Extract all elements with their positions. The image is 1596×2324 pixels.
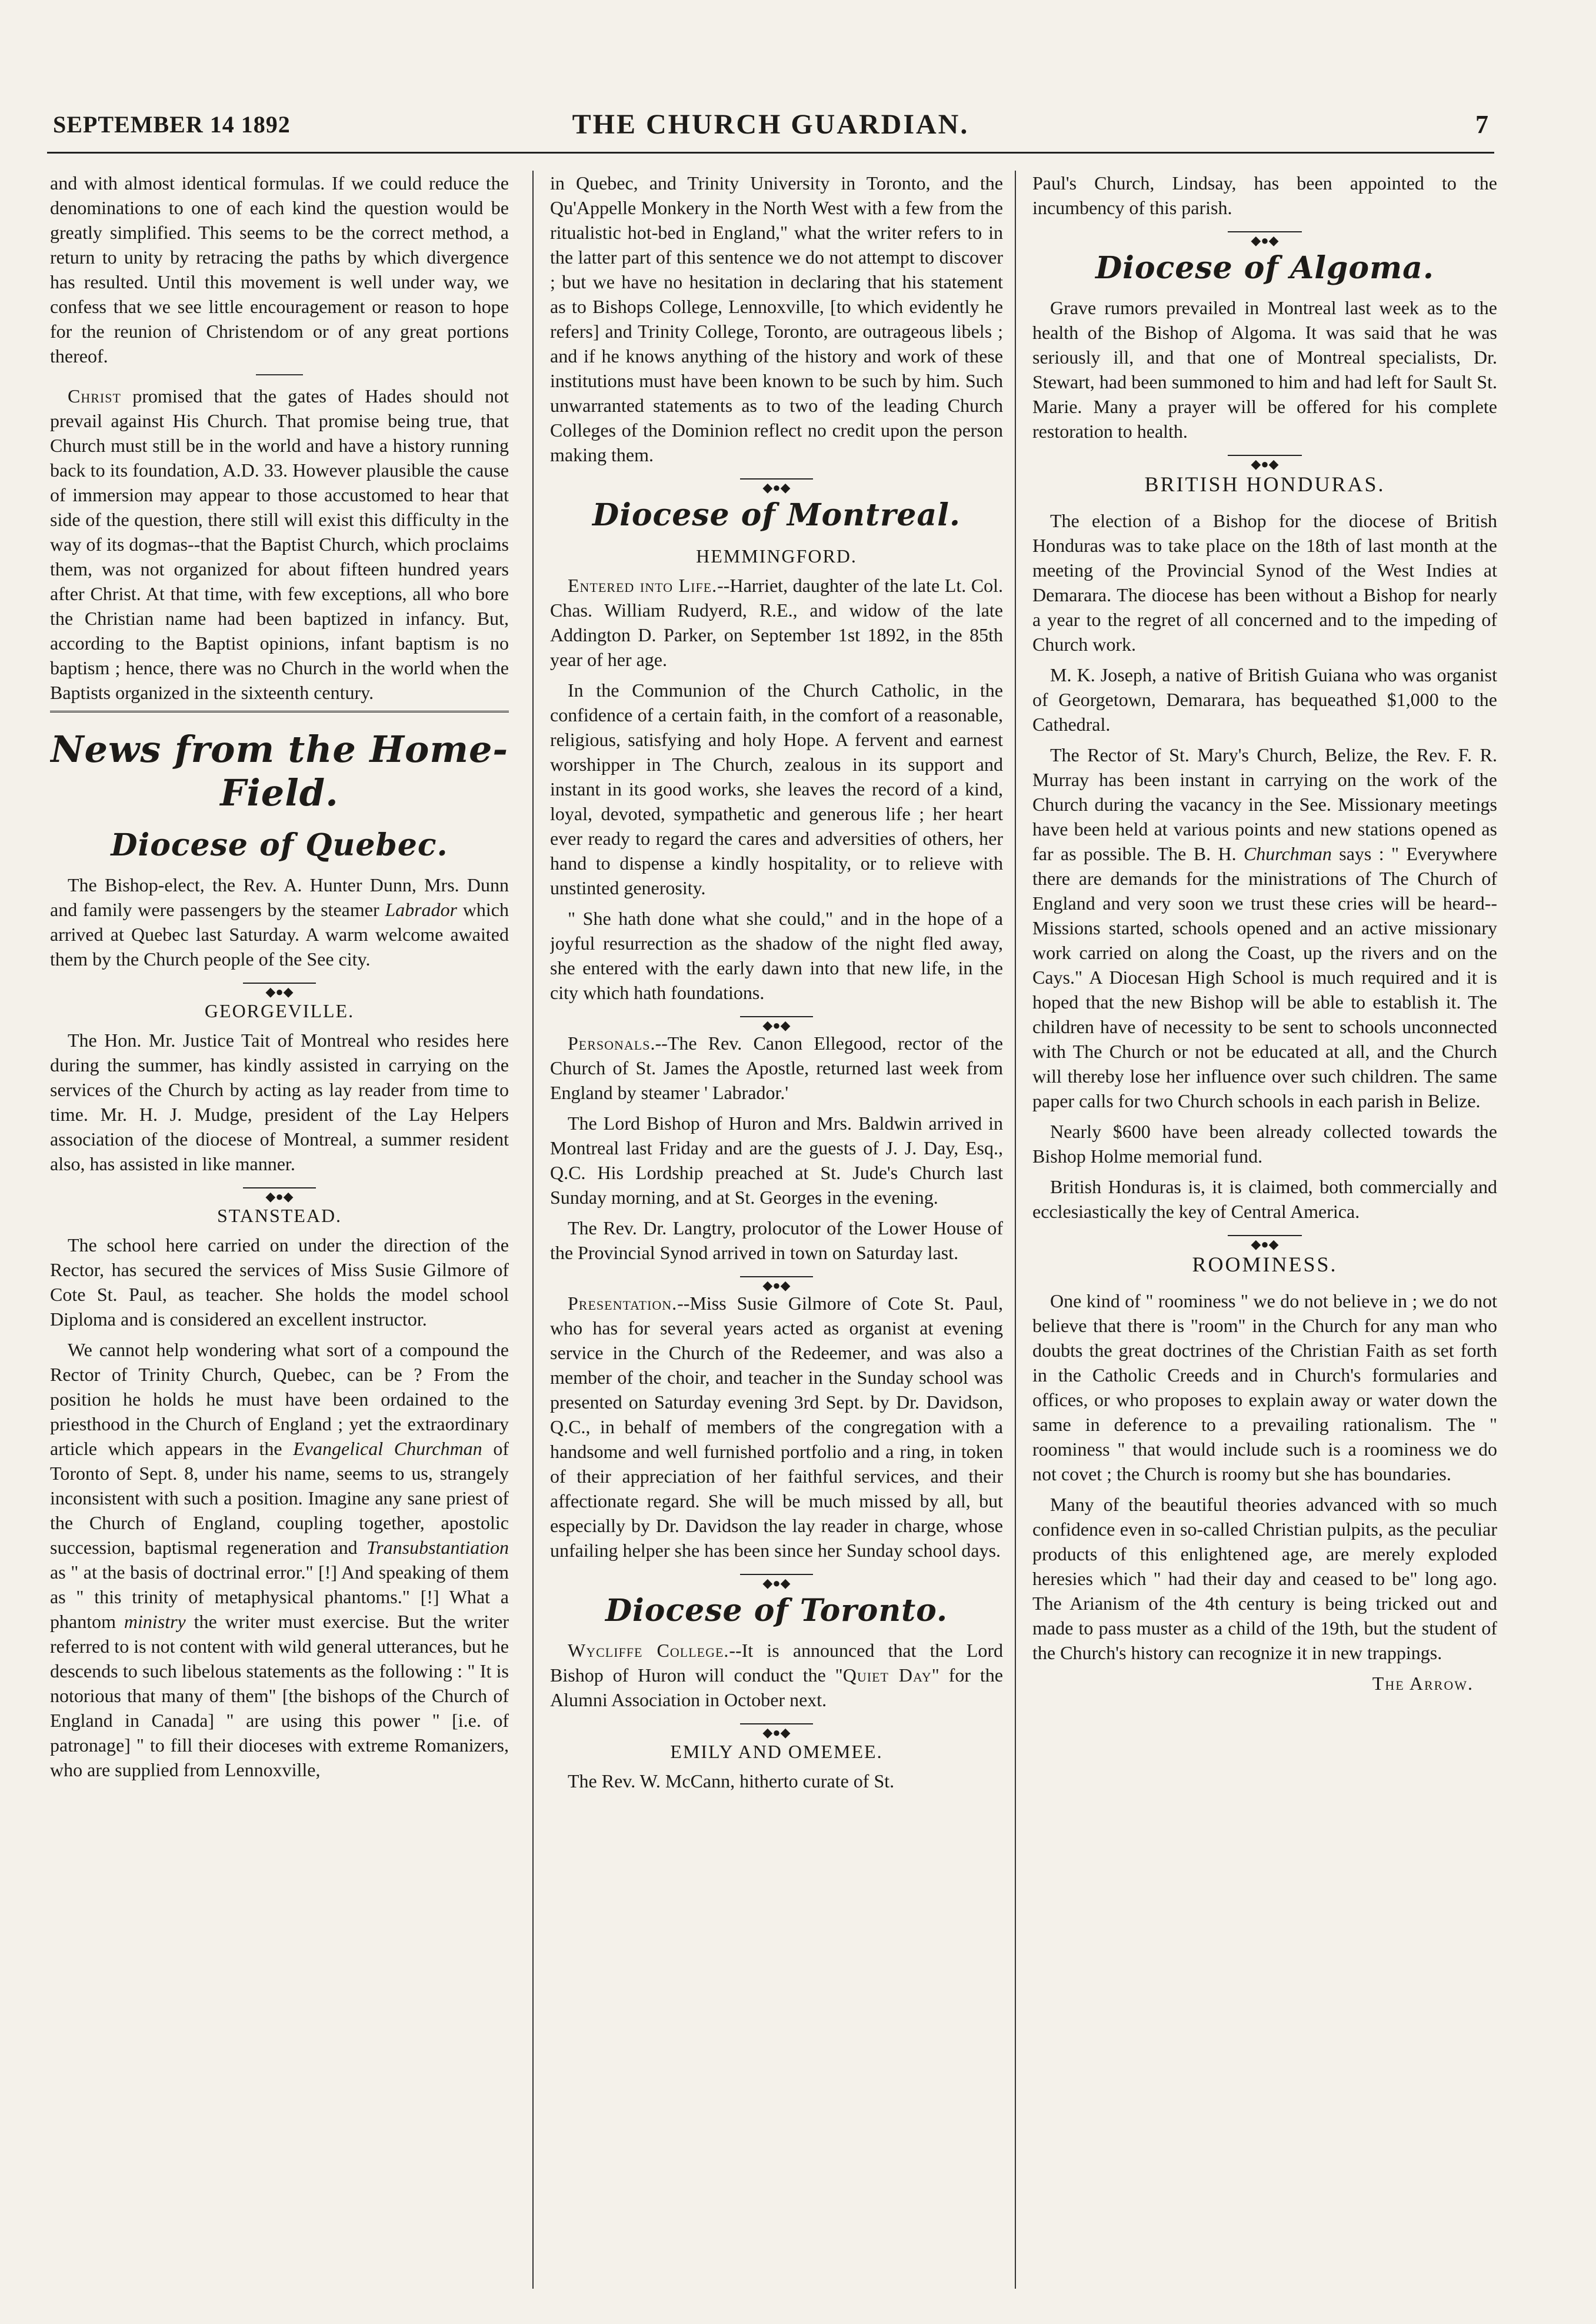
paragraph: Grave rumors prevailed in Montreal last week as to the health of the Bishop of Algoma. It was said that he was seriously ill, and that one of Montreal specialists, Dr. Stewart, had been summoned to him and had left for Sault St. Marie. Many a prayer will be offered for his complete restoration to health.: [1032, 297, 1497, 442]
paragraph: in Quebec, and Trinity University in Toronto, and the Qu'Appelle Monkery in the North West with a few from the ritualistic hot-bed in England," what the writer refers to in the latter part of this sentence we do not attempt to discover ; but we have no hesitation in declaring that his statement as to Bishops College, Lennoxville, [to which evidently he refers] and Trinity College, Toronto, are outrageous libels ; and if he knows anything of the history and work of these institutions must have been known to be such by him. Such unwarranted statements as to two of the leading Church Colleges of the Dominion reflect no credit upon the person making them.: [550, 172, 1003, 465]
paragraph: M. K. Joseph, a native of British Guiana who was organist of Georgetown, Demarara, has bequeathed $1,000 to the Cathedral.: [1032, 664, 1497, 735]
column-divider: [532, 171, 534, 2289]
paragraph: Many of the beautiful theories advanced with so much confidence even in so-called Christian pulpits, as the peculiar products of this enlightened age, are merely exploded heresies which " had their day and ceased to be" long ago. The Arianism of the 4th century is being tricked out and made to pass muster as a child of the 19th, but the student of the Church's history can recognize it in new trappings.: [1032, 1494, 1497, 1663]
paragraph: British Honduras is, it is claimed, both commercially and ecclesiastically the key of Central America.: [1032, 1176, 1497, 1222]
column-1: [50, 171, 509, 2300]
separator-rule: [256, 374, 303, 375]
ornament-divider: ◆●◆: [1032, 450, 1497, 461]
ornament-divider: ◆●◆: [50, 1182, 509, 1194]
diocese-heading-toronto: Diocese of Toronto.: [605, 1593, 948, 1629]
paragraph: The Rector of St. Mary's Church, Belize, the Rev. F. R. Murray has been instant in carrying on the work of the Church during the vacancy in the See. Missionary meetings have been held at various points and new stations opened as far as possible. The B. H. Churchman says : " Everywhere there are demands for the ministrations of The Church of England and very soon we trust these cries will be heard--Missions started, schools opened and an active missionary work carried on along the Coast, up the rivers and on the Cays." A Diocesan High School is much required and it is hoped that the new Bishop will be able to establish it. The children have of necessity to be sent to schools unconnected with The Church or not be educated at all, and the Church will thereby lose her influence over such children. The same paper calls for two Church schools in each parish in Belize.: [1032, 744, 1497, 1111]
ornament-divider: ◆●◆: [550, 1271, 1003, 1283]
parish-heading-emily: EMILY AND OMEMEE.: [670, 1741, 883, 1762]
parish-heading-stanstead: STANSTEAD.: [216, 1205, 342, 1226]
issue-date: SEPTEMBER 14 1892: [53, 111, 291, 138]
section-heading-british-honduras: BRITISH HONDURAS.: [1144, 472, 1385, 496]
ornament-divider: ◆●◆: [550, 1569, 1003, 1580]
paragraph: The Hon. Mr. Justice Tait of Montreal who resides here during the summer, has kindly assisted in carrying on the services of the Church by acting as lay reader from time to time. Mr. H. J. Mudge, president of the Lay Helpers association of the diocese of Montreal, a summer resident also, has assisted in like manner.: [50, 1030, 509, 1174]
column-2: [550, 171, 1003, 2300]
diocese-heading-quebec: Diocese of Quebec.: [111, 827, 448, 863]
page-number: 7: [1475, 110, 1488, 139]
paragraph: Wycliffe College.--It is announced that the Lord Bishop of Huron will conduct the "Quiet Day" for the Alumni Association in October next.: [550, 1640, 1003, 1710]
ornament-divider: ◆●◆: [550, 473, 1003, 485]
masthead-rule: [47, 152, 1494, 154]
column-3: [1032, 171, 1497, 2300]
paragraph: Christ promised that the gates of Hades should not prevail against His Church. That promise being true, that Church must still be in the world and have a history running back to its foundation, A.D. 33. However plausible the cause of immersion may appear to those accustomed to hear that side of the question, there still will exist this difficulty in the way of its dogmas--that the Baptist Church, which proclaims them, was not organized for about fifteen hundred years after Christ. At that time, with few exceptions, all who bore the Christian name had been baptized in infancy. But, according to the Baptist opinions, infant baptism is no baptism ; hence, there was no Church in the world when the Baptists organized in the sixteenth century.: [50, 385, 509, 703]
column-divider: [1015, 171, 1016, 2289]
ornament-divider: ◆●◆: [50, 977, 509, 989]
paragraph: The Rev. W. McCann, hitherto curate of St.: [568, 1770, 895, 1792]
author-signoff: The Arrow.: [1372, 1673, 1474, 1694]
paragraph: We cannot help wondering what sort of a compound the Rector of Trinity Church, Quebec, can be ? From the position he holds he must have been ordained to the priesthood in the Church of England ; yet the extraordinary article which appears in the Evangelical Churchman of Toronto of Sept. 8, under his name, seems to us, strangely inconsistent with such a position. Imagine any sane priest of the Church of England, coupling together, apostolic succession, baptismal regeneration and Transubstantiation as " at the basis of doctrinal error." [!] And speaking of them as " this trinity of metaphysical phantoms." [!] What a phantom ministry the writer must exercise. But the writer referred to is not content with wild general utterances, but he descends to such libelous statements as the following : " It is notorious that many of them" [the bishops of the Church of England in Canada] " are using this power " [i.e. of patronage] " to fill their dioceses with extreme Romanizers, who are supplied from Lennoxville,: [50, 1339, 509, 1780]
paragraph: and with almost identical formulas. If we could reduce the denominations to one of each kind the question would be greatly simplified. This seems to be the correct method, a return to unity by retracing the paths by which divergence has resulted. Until this movement is well under way, we confess that we see little encouragement or reason to hope for the reunion of Christendom or of any great portions thereof.: [50, 172, 509, 367]
paragraph: Entered into Life.--Harriet, daughter of the late Lt. Col. Chas. William Rudyerd, R.E., and widow of the late Addington D. Parker, on September 1st 1892, in the 85th year of her age.: [550, 575, 1003, 670]
ornament-divider: ◆●◆: [550, 1011, 1003, 1023]
paragraph: Nearly $600 have been already collected towards the Bishop Holme memorial fund.: [1032, 1121, 1497, 1167]
paragraph: " She hath done what she could," and in the hope of a joyful resurrection as the shadow of the night fled away, she entered with the early dawn into that new life, in the city which hath foundations.: [550, 908, 1003, 1003]
paragraph: Presentation.--Miss Susie Gilmore of Cote St. Paul, who has for several years acted as organist at evening service in the Church of the Redeemer, and was also a member of the choir, and teacher in the Sunday school was presented on Saturday evening 3rd Sept. by Dr. Davidson, Q.C., in behalf of members of the congregation with a handsome and well furnished portfolio and a ring, in token of their appreciation of her faithful services, and their affectionate regard. She will be much missed by all, but especially by Dr. Davidson the lay reader in charge, whose unfailing helper she has been since her Sunday school days.: [550, 1293, 1003, 1561]
section-heading-roominess: ROOMINESS.: [1192, 1253, 1338, 1276]
paragraph: The election of a Bishop for the diocese of British Honduras was to take place on the 18th of last month at the meeting of the Provincial Synod of the West Indies at Demarara. The diocese has been without a Bishop for nearly a year to the regret of all concerned and to the impeding of Church work.: [1032, 510, 1497, 655]
parish-heading-hemmingford: HEMMINGFORD.: [696, 545, 857, 567]
paragraph: The Bishop-elect, the Rev. A. Hunter Dunn, Mrs. Dunn and family were passengers by the steamer Labrador which arrived at Quebec last Saturday. A warm welcome awaited them by the Church people of the See city.: [50, 874, 509, 970]
newspaper-title: THE CHURCH GUARDIAN.: [572, 109, 969, 140]
paragraph: Personals.--The Rev. Canon Ellegood, rector of the Church of St. James the Apostle, returned last week from England by steamer ' Labrador.': [550, 1033, 1003, 1103]
paragraph: One kind of " roominess " we do not believe in ; we do not believe that there is "room" in the Church for any man who doubts the great doctrines of the Christian Faith as set forth in the Catholic Creeds and in Church's formularies and offices, or who proposes to explain away or water down the same in deference to a prevailing rationalism. The " roominess " that would include such is a roominess we do not covet ; the Church is roomy but she has boundaries.: [1032, 1290, 1497, 1484]
paragraph: Paul's Church, Lindsay, has been appointed to the incumbency of this parish.: [1032, 172, 1497, 218]
masthead: [53, 106, 1488, 147]
ornament-divider: ◆●◆: [550, 1718, 1003, 1730]
diocese-heading-montreal: Diocese of Montreal.: [592, 497, 961, 533]
paragraph: In the Communion of the Church Catholic, in the confidence of a certain faith, in the comfort of a reasonable, religious, satisfying and holy Hope. A fervent and earnest worshipper in The Church, zealous in its support and instant in its good works, she leaves the record of a kind, loyal, devoted, sympathetic and generous life ; her heart ever ready to regard the cares and adversities of others, her hand to dispense a kindly hospitality, or to relieve with unstinted generosity.: [550, 680, 1003, 898]
paragraph: The school here carried on under the direction of the Rector, has secured the services of Miss Susie Gilmore of Cote St. Paul, as teacher. She holds the model school Diploma and is considered an excellent instructor.: [50, 1234, 509, 1330]
ornament-divider: ◆●◆: [1032, 226, 1497, 238]
paragraph: The Lord Bishop of Huron and Mrs. Baldwin arrived in Montreal last Friday and are the guests of J. J. Day, Esq., Q.C. His Lordship preached at St. Jude's Church last Sunday morning, and at St. Georges in the evening.: [550, 1113, 1003, 1208]
section-rule: [50, 711, 509, 716]
diocese-heading-algoma: Diocese of Algoma.: [1095, 250, 1434, 286]
paragraph: The Rev. Dr. Langtry, prolocutor of the Lower House of the Provincial Synod arrived in town on Saturday last.: [550, 1217, 1003, 1263]
parish-heading-georgeville: GEORGEVILLE.: [204, 1000, 355, 1021]
section-heading-news: News from the Home-Field.: [50, 728, 509, 814]
ornament-divider: ◆●◆: [1032, 1230, 1497, 1241]
